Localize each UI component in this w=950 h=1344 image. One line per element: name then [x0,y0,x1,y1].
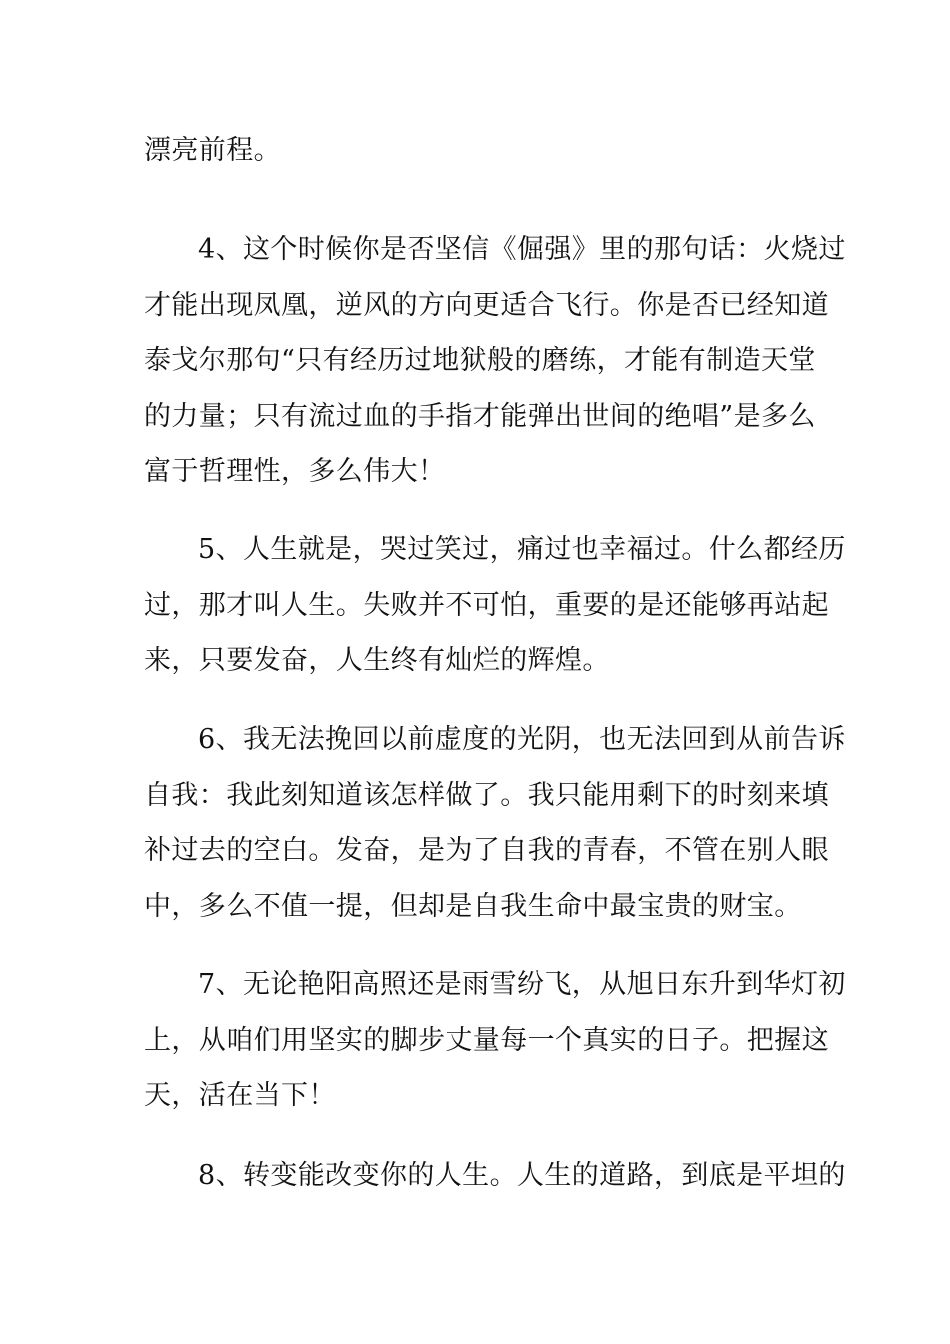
text-line: 中，多么不值一提，但却是自我生命中最宝贵的财宝。 [144,890,802,922]
text-line: 7、无论艳阳高照还是雨雪纷飞，从旭日东升到华灯初 [198,969,846,1000]
text-line: 的力量；只有流过血的手指才能弹出世间的绝唱”是多么 [144,400,816,432]
text-line: 泰戈尔那句“只有经历过地狱般的磨练，才能有制造天堂 [144,345,816,376]
text-line: 8、转变能改变你的人生。人生的道路，到底是平坦的 [198,1160,846,1191]
text-line: 上，从咱们用坚实的脚步丈量每一个真实的日子。把握这 [144,1024,829,1056]
paragraph-item-5 [144,522,846,689]
paragraph-item-6 [144,712,846,934]
text-line: 天，活在当下！ [144,1080,336,1111]
text-line: 漂亮前程。 [144,135,281,166]
paragraph-intro-continuation [144,123,808,179]
text-line: 富于哲理性，多么伟大！ [144,456,446,487]
paragraph-item-4 [144,222,846,500]
text-line: 补过去的空白。发奋，是为了自我的青春，不管在别人眼 [144,835,829,866]
text-line: 5、人生就是，哭过笑过，痛过也幸福过。什么都经历 [198,534,846,565]
text-line: 6、我无法挽回以前虚度的光阴，也无法回到从前告诉 [198,724,846,755]
paragraph-item-7 [144,957,846,1124]
text-line: 才能出现凤凰，逆风的方向更适合飞行。你是否已经知道 [144,289,829,321]
text-line: 4、这个时候你是否坚信《倔强》里的那句话：火烧过 [198,234,846,265]
text-line: 过，那才叫人生。失败并不可怕，重要的是还能够再站起 [144,589,829,621]
text-line: 来，只要发奋，人生终有灿烂的辉煌。 [144,645,610,676]
paragraph-item-8 [144,1148,846,1204]
text-line: 自我：我此刻知道该怎样做了。我只能用剩下的时刻来填 [144,779,829,811]
